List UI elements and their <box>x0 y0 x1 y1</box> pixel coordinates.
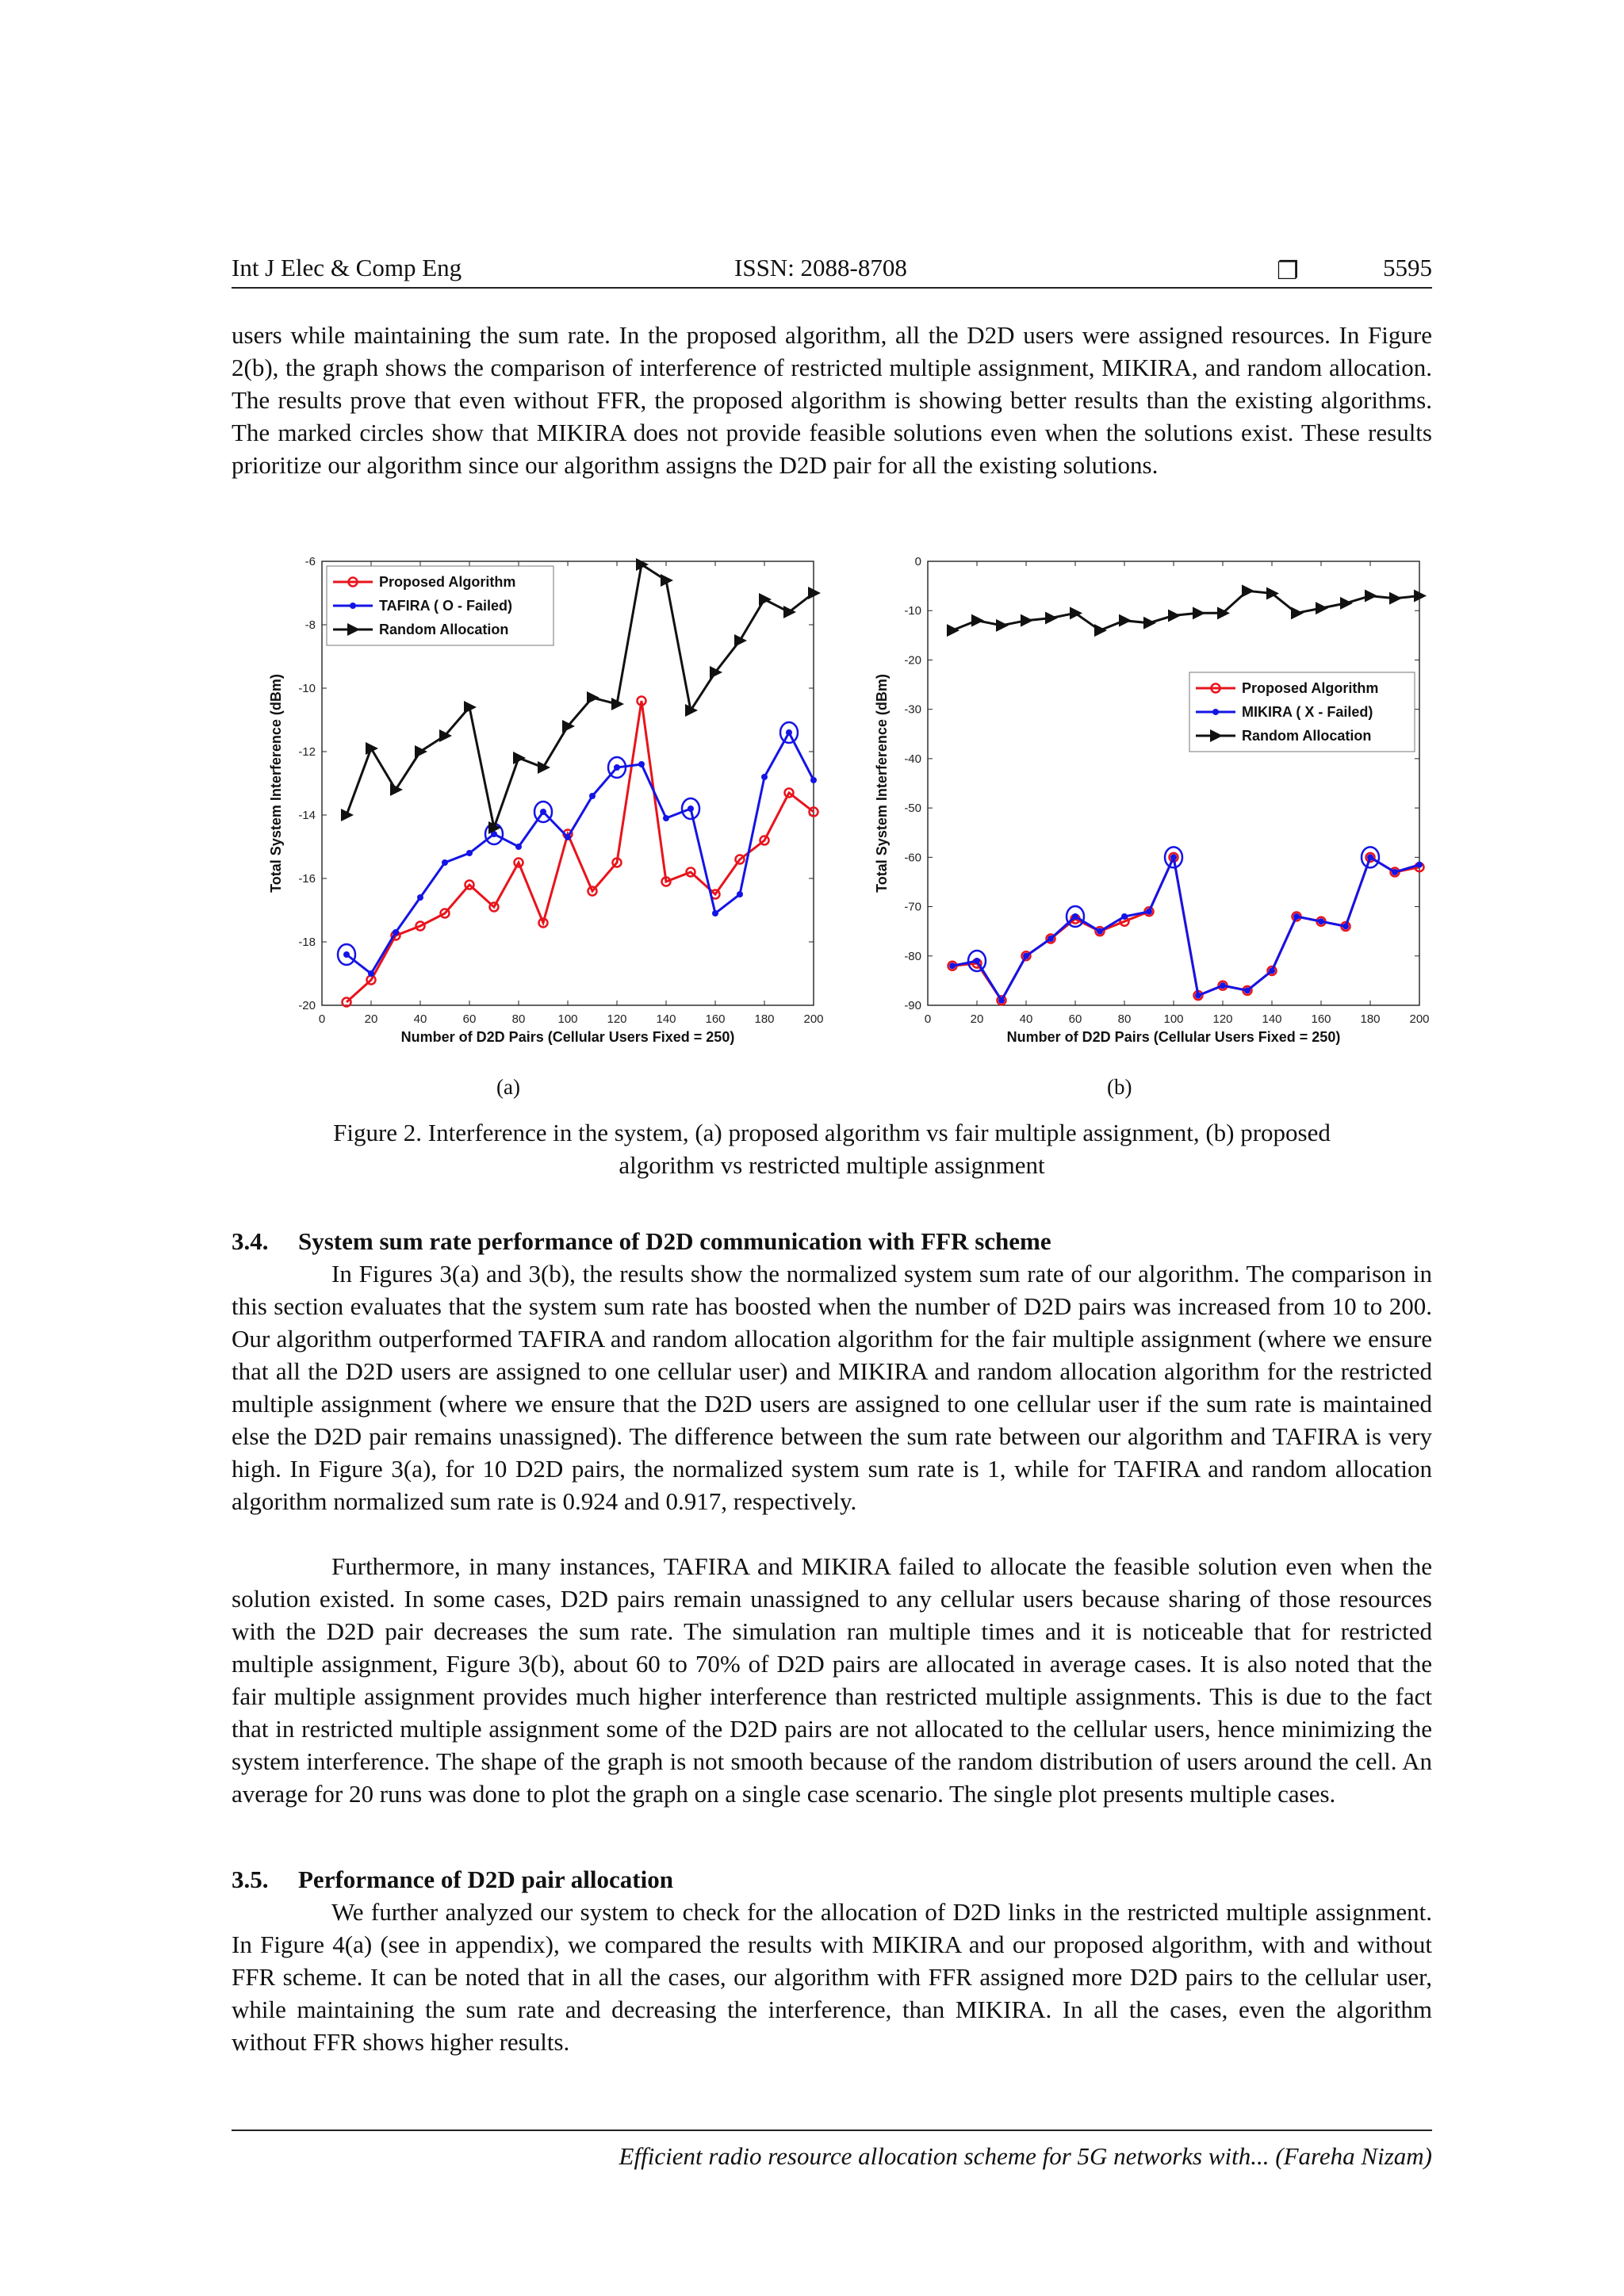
y-tick-label: -90 <box>904 999 921 1012</box>
data-point <box>1072 913 1078 920</box>
x-tick-label: 140 <box>1262 1012 1282 1026</box>
x-tick-label: 120 <box>607 1012 627 1026</box>
data-point <box>1048 936 1054 942</box>
y-axis-label: Total System Interference (dBm) <box>268 674 284 893</box>
y-tick-label: -70 <box>904 900 921 914</box>
data-point <box>1146 909 1152 915</box>
data-point <box>368 970 374 977</box>
data-point <box>1392 869 1398 875</box>
x-axis-label: Number of D2D Pairs (Cellular Users Fixed = 250) <box>400 1029 735 1045</box>
data-point <box>974 958 980 964</box>
data-point <box>1367 854 1373 860</box>
figure-caption <box>232 1116 1432 1181</box>
data-point <box>1195 993 1201 999</box>
figure-2b-chart <box>872 547 1443 1062</box>
legend-entry: Proposed Algorithm <box>1242 680 1379 696</box>
y-tick-label: -60 <box>904 851 921 865</box>
data-point <box>1097 928 1103 935</box>
data-point <box>1416 862 1423 868</box>
data-point <box>1244 987 1251 993</box>
data-point <box>540 809 546 815</box>
section-3-4-heading <box>232 1225 1432 1257</box>
x-tick-label: 20 <box>970 1012 984 1026</box>
x-tick-label: 60 <box>462 1012 477 1026</box>
data-point <box>638 761 645 767</box>
section-title: System sum rate performance of D2D communication with FFR scheme <box>298 1227 1051 1255</box>
data-point <box>688 806 694 812</box>
box-icon: ❐ <box>1277 257 1299 285</box>
y-tick-label: -10 <box>298 682 316 695</box>
data-point <box>343 951 350 958</box>
x-tick-label: 0 <box>318 1012 326 1026</box>
y-tick-label: -8 <box>304 618 316 632</box>
data-point <box>737 891 743 897</box>
x-tick-label: 20 <box>364 1012 378 1026</box>
issn: ISSN: 2088-8708 <box>734 254 907 281</box>
y-tick-label: 0 <box>914 555 921 568</box>
y-tick-label: -20 <box>904 653 921 668</box>
x-tick-label: 0 <box>924 1012 932 1026</box>
figure-2a-chart <box>266 547 837 1062</box>
x-tick-label: 80 <box>511 1012 526 1026</box>
data-point <box>1170 854 1177 860</box>
x-tick-label: 60 <box>1068 1012 1082 1026</box>
data-point <box>1342 923 1349 929</box>
y-tick-label: -10 <box>904 604 921 618</box>
page-number: 5595 <box>1383 254 1432 281</box>
section-title: Performance of D2D pair allocation <box>298 1866 673 1893</box>
figure-sublabel-a: (a) <box>496 1075 520 1099</box>
legend-marker <box>350 603 356 609</box>
y-tick-label: -50 <box>904 802 921 816</box>
legend-entry: Random Allocation <box>1242 728 1372 744</box>
data-point <box>1220 982 1226 989</box>
x-tick-label: 80 <box>1117 1012 1132 1026</box>
data-point <box>1293 913 1300 920</box>
x-tick-label: 100 <box>1163 1012 1184 1026</box>
section-3-5-paragraph-1: We further analyzed our system to check for the allocation of D2D links in the restricted multiple assignment. In Figure 4(a) (see in appendix), we compared the results with MIKIRA and our proposed algorithm, with and without FFR scheme. It can be noted that in all the cases, our algorithm with FFR assigned more D2D pairs to the cellular user, while maintaining the sum rate and decreasing the interference, than MIKIRA. In all the cases, even the algorithm without FFR shows higher results. <box>232 1898 1432 2056</box>
section-number: 3.5. <box>232 1866 269 1893</box>
y-tick-label: -6 <box>304 555 316 568</box>
x-tick-label: 180 <box>754 1012 775 1026</box>
data-point <box>393 929 399 936</box>
running-header <box>232 252 1432 289</box>
y-tick-label: -12 <box>298 745 316 759</box>
x-tick-label: 40 <box>413 1012 427 1026</box>
data-point <box>786 729 792 736</box>
legend-entry: Proposed Algorithm <box>379 574 516 590</box>
data-point <box>614 764 620 771</box>
section-3-5-heading <box>232 1863 1432 1896</box>
running-footer: Efficient radio resource allocation scheme for 5G networks with... (Fareha Nizam) <box>619 2142 1432 2170</box>
data-point <box>417 894 423 901</box>
y-tick-label: -40 <box>904 752 921 766</box>
x-tick-label: 40 <box>1019 1012 1033 1026</box>
data-point <box>761 774 768 780</box>
figure-caption-line-1: Figure 2. Interference in the system, (a) proposed algorithm vs fair multiple assignment, (b) proposed <box>333 1119 1331 1146</box>
section-number: 3.4. <box>232 1227 269 1255</box>
x-axis-label: Number of D2D Pairs (Cellular Users Fixed = 250) <box>1006 1029 1341 1045</box>
x-tick-label: 160 <box>1311 1012 1331 1026</box>
section-3-4-paragraph-2: Furthermore, in many instances, TAFIRA and MIKIRA failed to allocate the feasible solution even when the solution existed. In some cases, D2D pairs remain unassigned to any cellular users because sharing of those resources with the D2D pair decreases the sum rate. The simulation ran multiple times and it is noticeable that for restricted multiple assignment, Figure 3(b), about 60 to 70% of D2D pairs are allocated in average cases. It is also noted that the fair multiple assignment provides much higher interference than restricted multiple assignments. This is due to the fact that in restricted multiple assignment some of the D2D pairs are not allocated to the cellular users, hence minimizing the system interference. The shape of the graph is not smooth because of the random distribution of users around the cell. An average for 20 runs was done to plot the graph on a single case scenario. The single plot presents multiple cases. <box>232 1552 1432 1808</box>
data-point <box>1023 953 1029 959</box>
x-tick-label: 100 <box>557 1012 578 1026</box>
legend <box>327 566 553 645</box>
data-point <box>1121 913 1128 920</box>
data-point <box>712 910 718 916</box>
y-tick-label: -18 <box>298 936 316 949</box>
legend-entry: Random Allocation <box>379 622 509 637</box>
y-tick-label: -20 <box>298 999 316 1012</box>
x-tick-label: 200 <box>1409 1012 1430 1026</box>
y-tick-label: -14 <box>298 809 316 822</box>
data-point <box>1414 590 1427 603</box>
data-point <box>589 793 596 799</box>
figure-caption-line-2: algorithm vs restricted multiple assignment <box>619 1151 1045 1179</box>
data-point <box>998 997 1005 1004</box>
footer-rule <box>232 2130 1432 2131</box>
figure-sublabel-b: (b) <box>1107 1075 1132 1099</box>
y-axis-label: Total System Interference (dBm) <box>874 674 890 893</box>
data-point <box>515 844 522 850</box>
x-tick-label: 160 <box>705 1012 726 1026</box>
legend-entry: TAFIRA ( O - Failed) <box>379 598 512 614</box>
data-point <box>1318 918 1324 924</box>
data-point <box>663 815 669 821</box>
legend-entry: MIKIRA ( X - Failed) <box>1242 704 1373 720</box>
journal-name: Int J Elec & Comp Eng <box>232 254 462 281</box>
intro-paragraph: users while maintaining the sum rate. In the proposed algorithm, all the D2D users were assigned resources. In Figure 2(b), the graph shows the comparison of interference of restricted multiple assignment, MIKIRA, and random allocation. The results prove that even without FFR, the proposed algorithm is showing better results than the existing algorithms. The marked circles show that MIKIRA does not provide feasible solutions even when the solutions exist. These results prioritize our algorithm since our algorithm assigns the D2D pair for all the existing solutions. <box>232 321 1432 479</box>
legend-marker <box>1212 709 1219 715</box>
data-point <box>466 850 473 856</box>
x-tick-label: 200 <box>803 1012 824 1026</box>
data-point <box>1269 967 1275 974</box>
x-tick-label: 140 <box>656 1012 676 1026</box>
legend <box>1189 672 1415 752</box>
data-point <box>949 962 956 969</box>
x-tick-label: 180 <box>1360 1012 1381 1026</box>
data-point <box>442 859 448 866</box>
y-tick-label: -16 <box>298 872 316 886</box>
data-point <box>565 834 571 840</box>
data-point <box>808 587 821 599</box>
x-tick-label: 120 <box>1212 1012 1233 1026</box>
y-tick-label: -30 <box>904 702 921 717</box>
section-3-4-paragraph-1: In Figures 3(a) and 3(b), the results show the normalized system sum rate of our algorithm. The comparison in this section evaluates that the system sum rate has boosted when the number of D2D pairs was increased from 10 to 200. Our algorithm outperformed TAFIRA and random allocation algorithm for the fair multiple assignment (where we ensure that all the D2D users are assigned to one cellular user) and MIKIRA and random allocation algorithm for the restricted multiple assignment (where we ensure that the D2D users are assigned to one cellular user if the sum rate is maintained else the D2D pair remains unassigned). The difference between the sum rate between our algorithm and TAFIRA is very high. In Figure 3(a), for 10 D2D pairs, the normalized system sum rate is 1, while for TAFIRA and random allocation algorithm normalized sum rate is 0.924 and 0.917, respectively. <box>232 1260 1432 1515</box>
y-tick-label: -80 <box>904 949 921 963</box>
data-point <box>810 777 817 783</box>
